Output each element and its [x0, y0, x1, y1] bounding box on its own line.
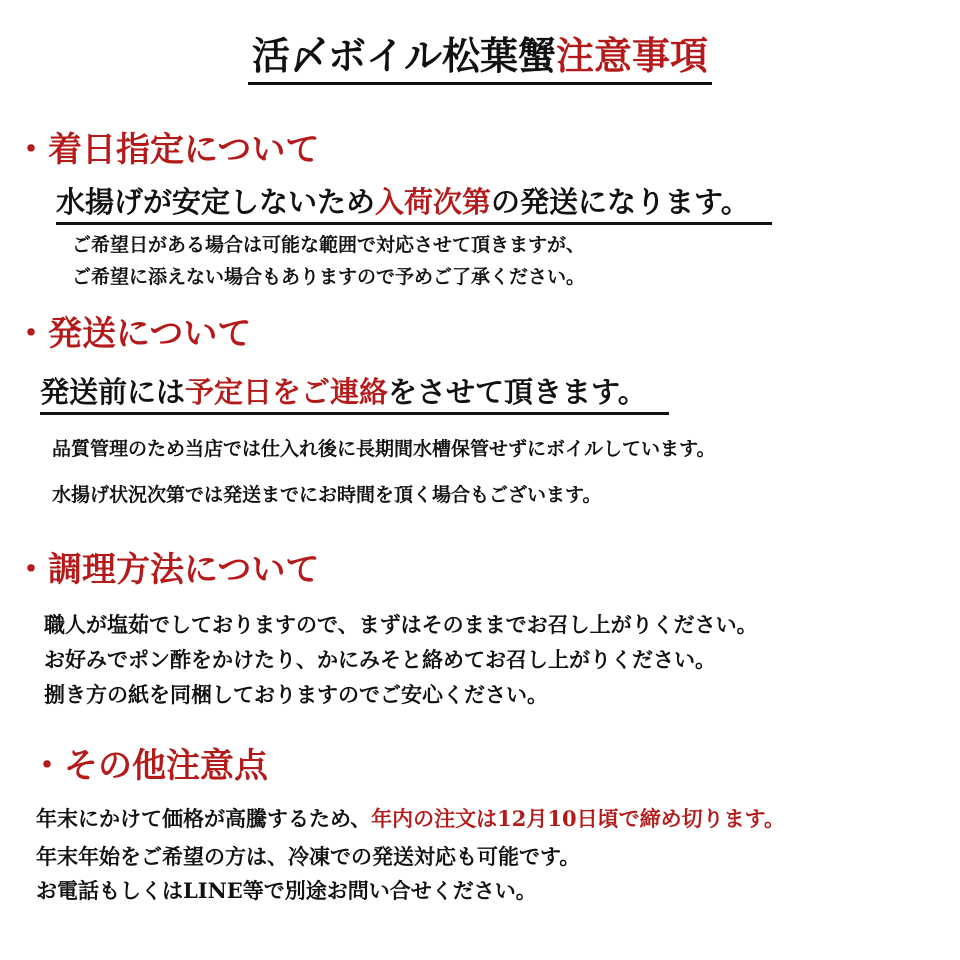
section-lead-delivery-date — [56, 182, 772, 225]
body-line — [36, 802, 785, 836]
lead-text: をさせて頂きます。 — [388, 375, 647, 409]
lead-text: 発送前には — [40, 375, 186, 409]
body-line: ご希望日がある場合は可能な範囲で対応させて頂きますが、 — [72, 234, 586, 256]
lead-text: の発送になります。 — [491, 185, 750, 219]
body-line: 品質管理のため当店では仕入れ後に長期間水槽保管せずにボイルしています。 — [52, 438, 716, 460]
body-line: お電話もしくはLINE等で別途お問い合せください。 — [36, 878, 537, 903]
section-heading-shipping: ・発送について — [14, 314, 252, 354]
lead-text: 水揚げが安定しないため — [56, 185, 376, 219]
lead-accent: 予定日をご連絡 — [185, 375, 389, 409]
body-text: 年末にかけて価格が高騰するため、 — [36, 806, 372, 831]
section-lead-shipping — [40, 372, 669, 415]
body-line: 職人が塩茹でしておりますので、まずはそのままでお召し上がりください。 — [44, 612, 758, 637]
lead-accent: 入荷次第 — [375, 185, 492, 219]
body-line: 水揚げ状況次第では発送までにお時間を頂く場合もございます。 — [52, 484, 602, 506]
body-line: ご希望に添えない場合もありますので予めご了承ください。 — [72, 266, 586, 288]
body-line: 年末年始をご希望の方は、冷凍での発送対応も可能です。 — [36, 844, 581, 869]
body-accent: 年内の注文は12月10日頃で締め切ります。 — [371, 806, 785, 831]
page-title — [0, 28, 960, 85]
section-heading-other-notes: ・その他注意点 — [30, 746, 268, 786]
body-line: お好みでポン酢をかけたり、かにみそと絡めてお召し上がりください。 — [44, 647, 716, 672]
page-title-underlined — [248, 30, 712, 85]
body-line: 捌き方の紙を同梱しておりますのでご安心ください。 — [44, 682, 548, 707]
title-accent: 注意事項 — [556, 33, 709, 78]
title-main: 活〆ボイル松葉蟹 — [251, 33, 556, 78]
section-heading-delivery-date: ・着日指定について — [14, 130, 320, 170]
section-heading-cooking: ・調理方法について — [14, 550, 320, 590]
